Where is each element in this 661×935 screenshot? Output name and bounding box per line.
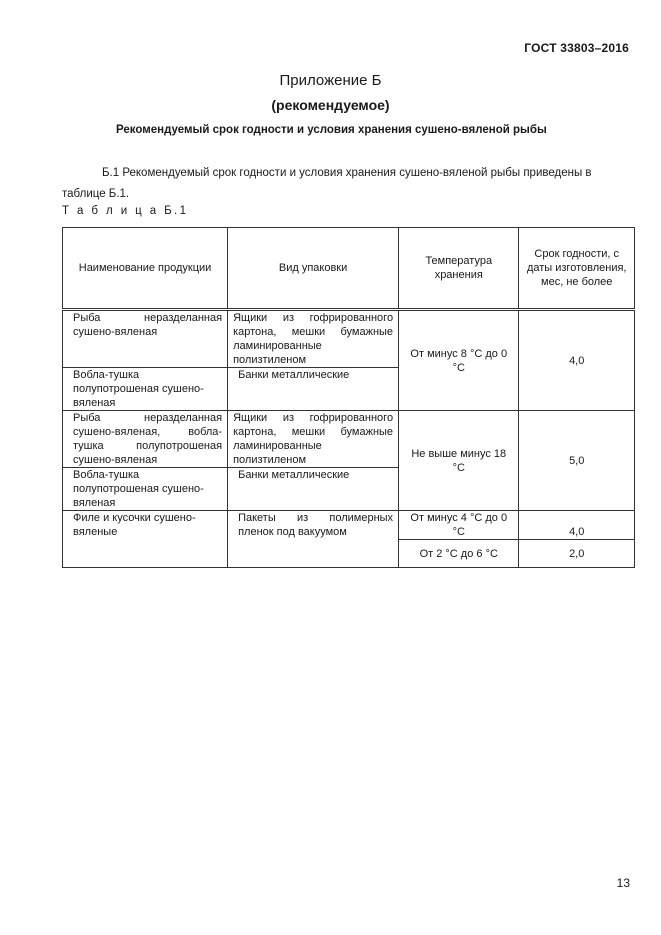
- temperature-cell: Не выше минус 18 °С: [399, 411, 519, 511]
- storage-table: [62, 227, 635, 568]
- table-row: [63, 310, 635, 368]
- table-header-row: [63, 228, 635, 310]
- temperature-cell: От минус 4 °С до 0 °С: [399, 511, 519, 540]
- packaging-cell: Банки металлические: [228, 468, 399, 511]
- shelf-life-cell: 4,0: [519, 310, 635, 411]
- table-caption: Т а б л и ц а Б.1: [62, 205, 189, 217]
- appendix-heading: Рекомендуемый срок годности и условия хранения сушено-вяленой рыбы: [116, 124, 547, 136]
- table-row: [63, 511, 635, 540]
- temperature-cell: От минус 8 °С до 0 °С: [399, 310, 519, 411]
- product-cell: Филе и кусочки сушено-вяленые: [63, 511, 228, 568]
- shelf-life-cell: 5,0: [519, 411, 635, 511]
- packaging-cell: Ящики из гофрированного картона, мешки бумажные ламинированные полизтиленом: [228, 411, 399, 468]
- page-number: 13: [616, 876, 630, 890]
- packaging-cell: Ящики из гофрированного картона, мешки бумажные ламинированные полизтиленом: [228, 310, 399, 368]
- header-product: Наименование продукции: [63, 228, 228, 310]
- intro-paragraph: Б.1 Рекомендуемый срок годности и условия хранения сушено-вяленой рыбы приведены в таблице Б.1.: [62, 167, 592, 200]
- packaging-cell: Пакеты из полимерных пленок под вакуумом: [228, 511, 399, 568]
- packaging-cell: Банки металлические: [228, 368, 399, 411]
- table-row: [63, 411, 635, 468]
- standard-number: ГОСТ 33803–2016: [524, 41, 629, 55]
- temperature-cell: От 2 °С до 6 °С: [399, 540, 519, 568]
- header-temperature: Температура хранения: [399, 228, 519, 310]
- shelf-life-cell: 2,0: [519, 540, 635, 568]
- product-cell: Вобла-тушка полупотрошеная сушено-вяленая: [63, 368, 228, 411]
- product-cell: Рыба неразделанная сушено-вяленая, вобла-тушка полупотрошеная сушено-вяленая: [63, 411, 228, 468]
- product-cell: Вобла-тушка полупотрошеная сушено-вяленая: [63, 468, 228, 511]
- header-shelf-life: Срок годности, с даты изготовления, мес, не более: [519, 228, 635, 310]
- appendix-status: (рекомендуемое): [271, 97, 390, 113]
- product-cell: Рыба неразделанная сушено-вяленая: [63, 310, 228, 368]
- header-packaging: Вид упаковки: [228, 228, 399, 310]
- shelf-life-cell: 4,0: [519, 511, 635, 540]
- appendix-title: Приложение Б: [279, 72, 382, 89]
